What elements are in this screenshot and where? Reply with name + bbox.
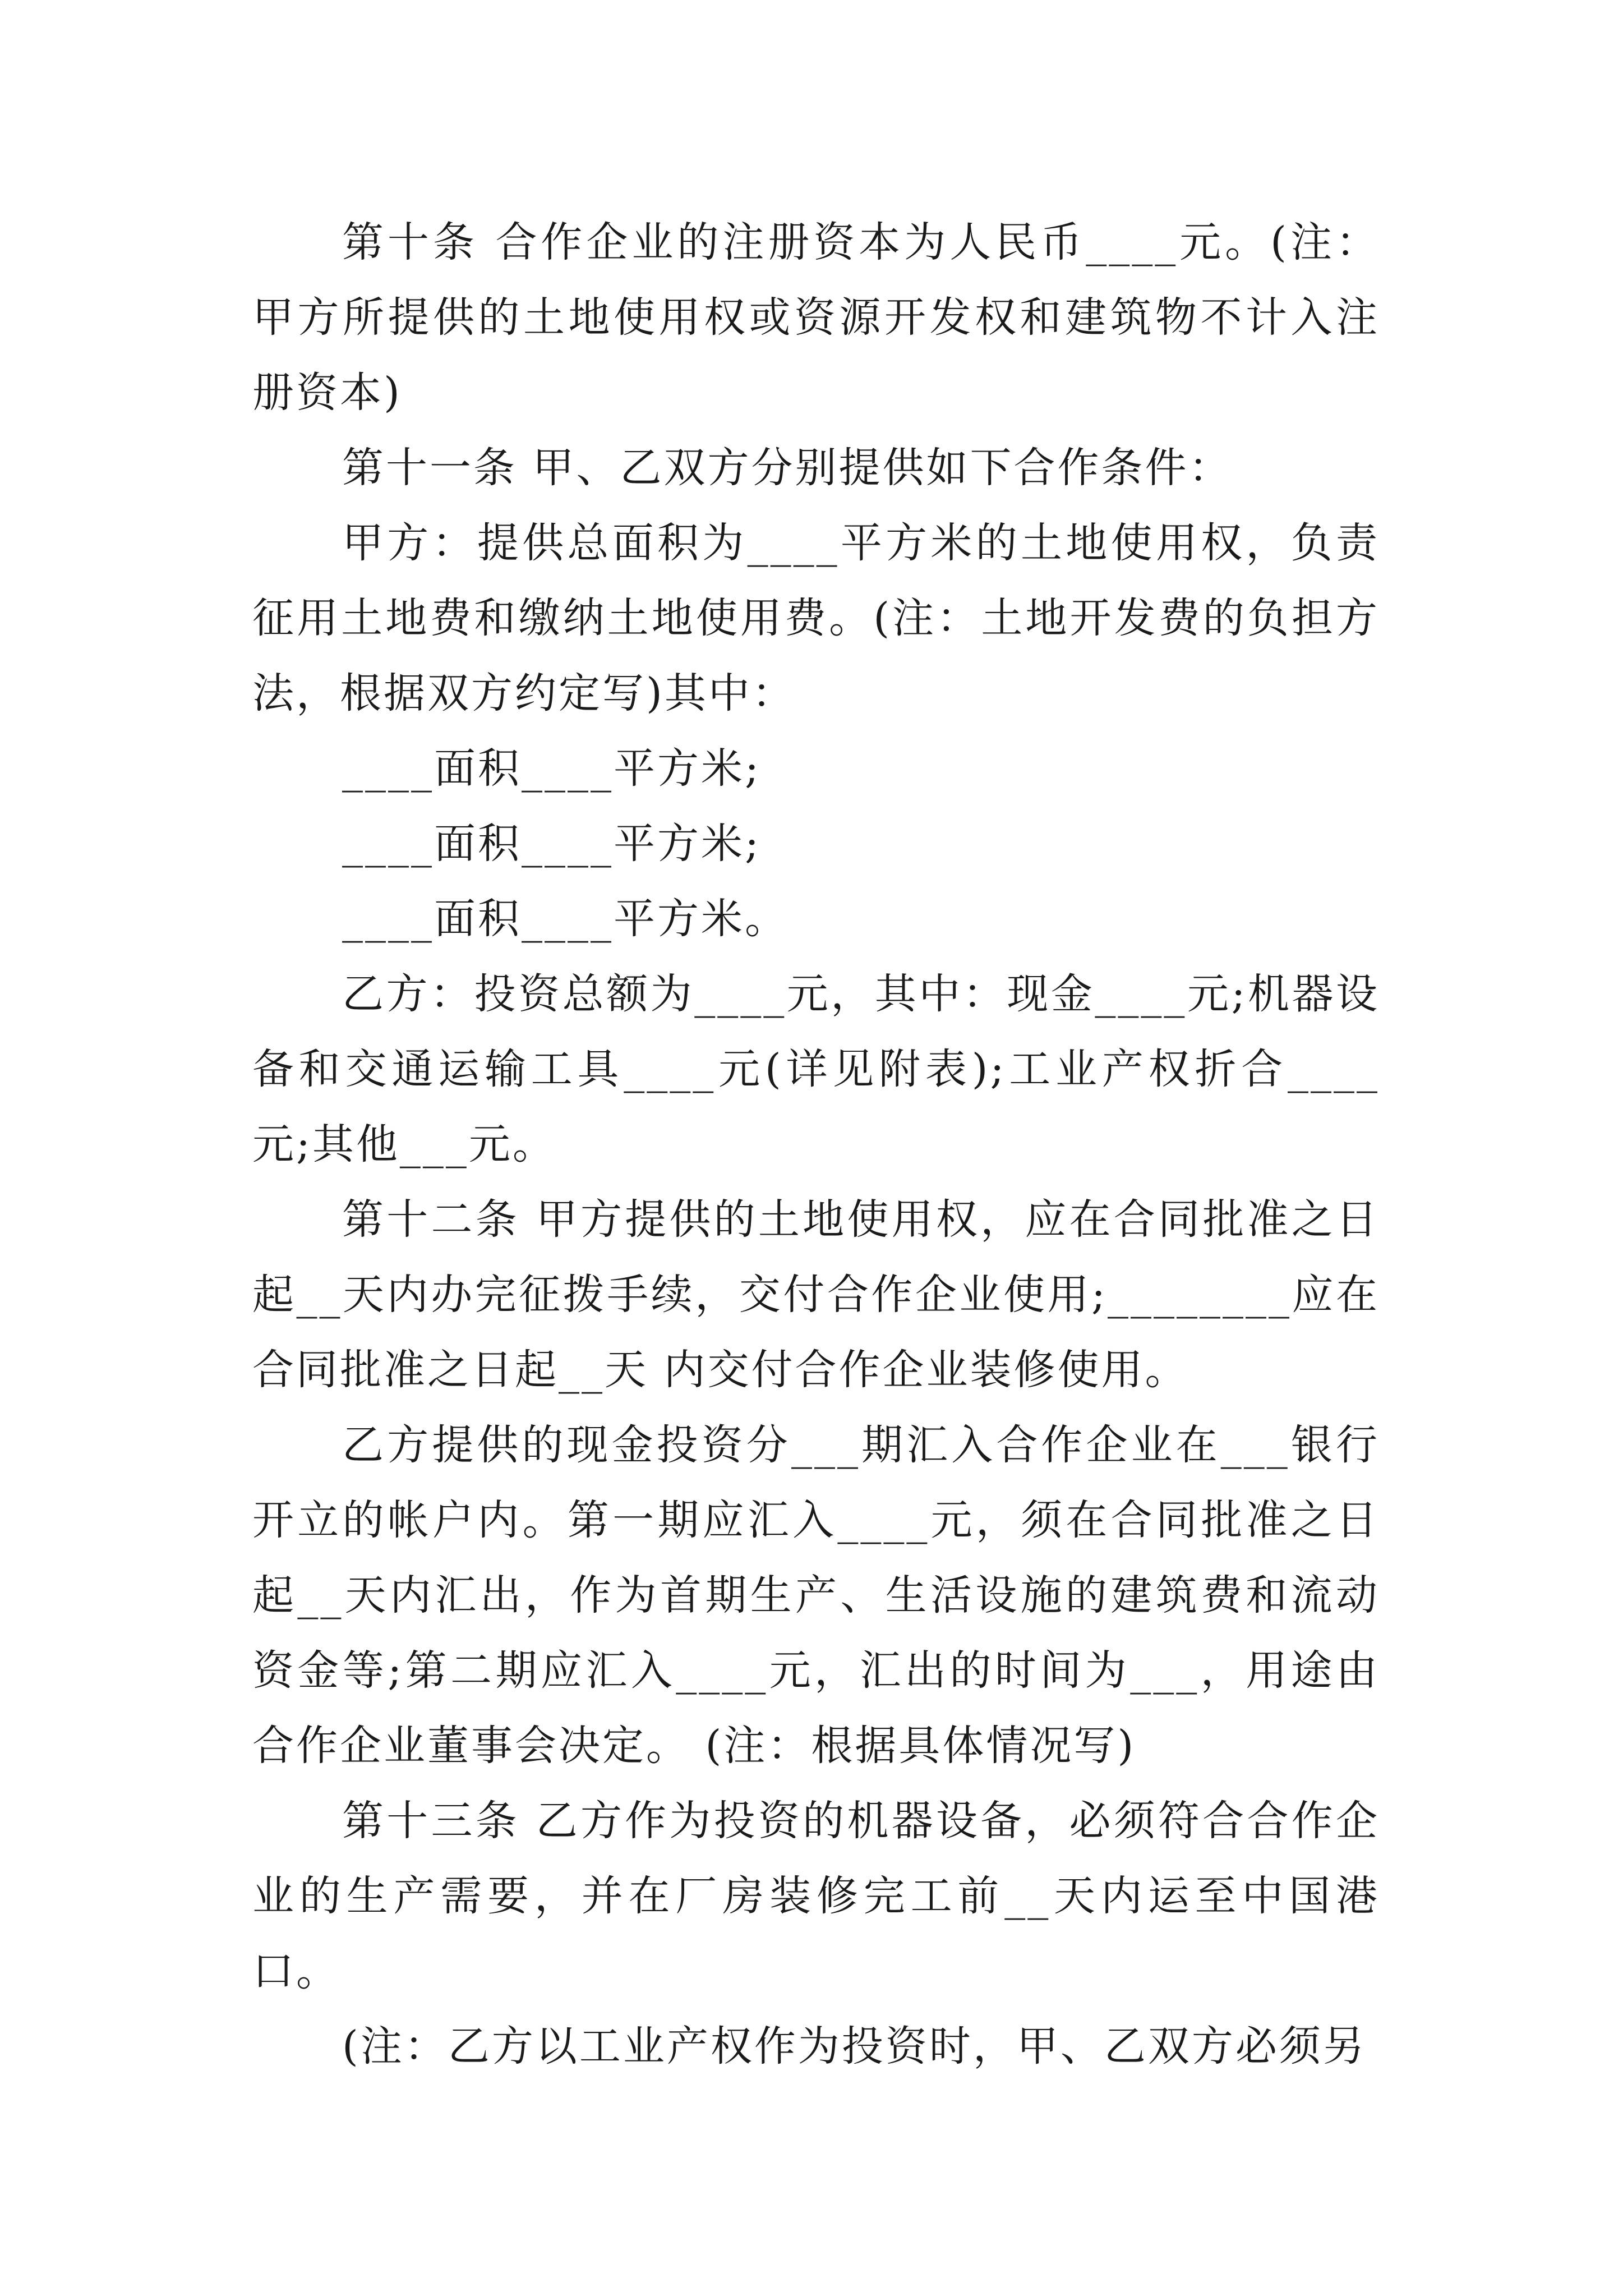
cash-investment-paragraph: 乙方提供的现金投资分___期汇入合作企业在___银行开立的帐户内。第一期应汇入____元，须在合同批准之日起__天内汇出，作为首期生产、生活设施的建筑费和流动资金等;第二期应汇入____元，汇出的时间为___，用途由合作企业董事会决定。 (注：根据具体情况写) [252,1421,1380,1770]
area-item-1: ____面积____平方米; [342,744,761,793]
area-item-2: ____面积____平方米; [342,820,761,868]
document-body [252,205,1380,2084]
party-b-investment-paragraph: 乙方：投资总额为____元，其中：现金____元;机器设备和交通运输工具____元(详见附表);工业产权折合____元;其他___元。 [252,970,1380,1168]
article-11-paragraph: 第十一条 甲、乙双方分别提供如下合作条件： [342,444,1233,492]
party-a-conditions-paragraph: 甲方：提供总面积为____平方米的土地使用权，负责征用土地费和缴纳土地使用费。(注：土地开发费的负担方法，根据双方约定写)其中： [252,519,1380,717]
article-13-paragraph: 第十三条 乙方作为投资的机器设备，必须符合合作企业的生产需要，并在厂房装修完工前__天内运至中国港口。 [252,1797,1380,1995]
article-12-paragraph: 第十二条 甲方提供的土地使用权，应在合同批准之日起__天内办完征拨手续，交付合作企业使用;________应在合同批准之日起__天 内交付合作企业装修使用。 [252,1195,1380,1394]
area-item-3: ____面积____平方米。 [342,895,789,943]
article-10-paragraph: 第十条 合作企业的注册资本为人民币____元。(注：甲方所提供的土地使用权或资源开发权和建筑物不计入注册资本) [252,218,1380,417]
industrial-property-note-paragraph: (注：乙方以工业产权作为投资时，甲、乙双方必须另 [342,2022,1367,2070]
